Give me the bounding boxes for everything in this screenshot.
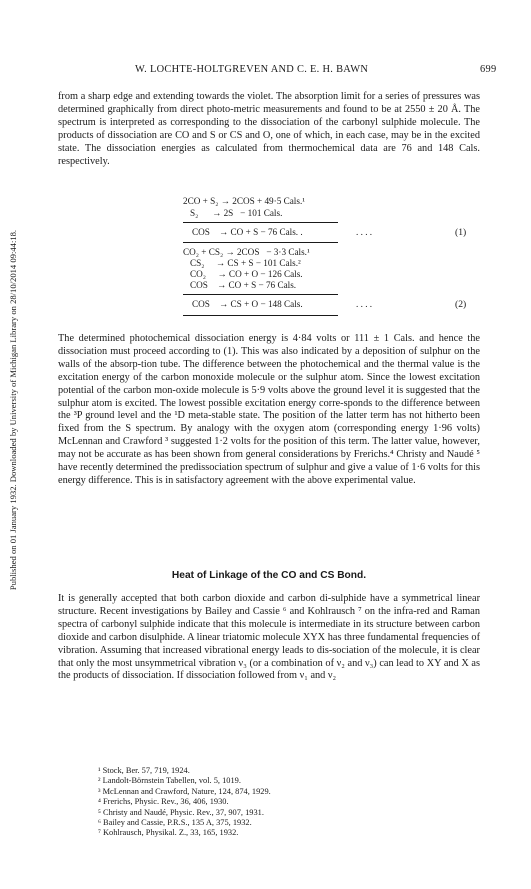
equation-b4: COS → CO + S − 76 Cals. [190,280,297,290]
footnote-7: ⁷ Kohlrausch, Physikal. Z., 33, 165, 1932. [98,828,239,838]
footnote-4: ⁴ Frerichs, Physic. Rev., 36, 406, 1930. [98,797,229,807]
equation-b5-leader: . . . . [356,299,373,309]
paragraph-linkage: It is generally accepted that both carbon dioxide and carbon di-sulphide have a symmetrical linear structure. Recent investigations by Bailey and Cassie ⁶ and Kohlrausch ⁷ on the infra-red and Raman spectra of carbonyl sulphide indicate that this molecule is intermediate in its structure between carbon dioxide and carbon disulphide. A linear triatomic molecule XYX has three fundamental frequencies of vibration. Assuming that increased vibrational energy leads to dis-sociation of the molecule, it is clear that only the most unsymmetrical vibration ν₃ (or a combination of ν₂ and ν₃) can lead to XY and X as the products of dissociation. If dissociation followed from ν₁ and ν₂ [58,593,480,682]
page-number: 699 [480,64,497,75]
equation-rule [183,222,338,223]
equation-rule [183,315,338,316]
footnote-6: ⁶ Bailey and Cassie, P.R.S., 135 A, 375, 1932. [98,818,252,828]
download-watermark [6,100,20,720]
equation-number-2: (2) [455,299,467,310]
running-header [0,64,531,80]
equation-a2: S₂ → 2S − 101 Cals. [190,208,283,218]
footnote-2: ² Landolt-Börnstein Tabellen, vol. 5, 1019. [98,776,241,786]
equation-b2: CS₂ → CS + S − 101 Cals.² [190,258,301,268]
footnotes [98,766,478,839]
equation-a1: 2CO + S₂ → 2COS + 49·5 Cals.¹ [183,196,305,206]
equation-number-1: (1) [455,227,467,238]
equation-b5: COS → CS + O − 148 Cals. [192,299,303,309]
footnote-5: ⁵ Christy and Naudé, Physic. Rev., 37, 907, 1931. [98,807,264,817]
equation-b1: CO₂ + CS₂ → 2COS − 3·3 Cals.¹ [183,247,310,257]
equation-rule [183,242,338,243]
equation-b3: CO₂ → CO + O − 126 Cals. [190,269,303,279]
paragraph-dissociation: The determined photochemical dissociation energy is 4·84 volts or 111 ± 1 Cals. and hence the dissociation must proceed according to (1). This was also indicated by a deposition of sulphur on the walls of the absorp-tion tube. The difference between the photochemical and the thermal value is the excitation energy of the carbon monoxide molecule or the sulphur atom. Since the lowest excitation potential of the carbon mon-oxide molecule is 5·9 volts above the ground level it is suggested that the sulphur atom is excited. The lowest possible excitation energy corre-sponds to the difference between the ³P ground level and the ¹D meta-stable state. The position of the latter term has not hitherto been fixed from the S spectrum. By analogy with the oxygen atom (corresponding energy 1·96 volts) McLennan and Crawford ³ suggested 1·2 volts for the position of this term. The latter value, however, may not be accurate as has been shown from general considerations by Frerichs.⁴ Christy and Naudé ⁵ have recently determined the predissociation spectrum of sulphur and give a value of 1·6 volts for this energy difference. This is in satisfactory agreement with the above experimental value. [58,333,480,486]
paragraph-absorption: from a sharp edge and extending towards the violet. The absorption limit for a series of pressures was determined graphically from direct photo-metric measurements and found to be at 2550 ± 20 Å. The spectrum is interpreted as corresponding to the dissociation of the carbonyl sulphide molecule. The products of dissociation are CO and S or CS and O, one of which, in each case, may be in the excited state. The dissociation energies as calculated from thermochemical data are 76 and 148 Cals. respectively. [58,91,480,167]
equation-a3: COS → CO + S − 76 Cals. . [192,227,303,237]
running-title: W. LOCHTE-HOLTGREVEN AND C. E. H. BAWN [135,64,369,75]
footnote-1: ¹ Stock, Ber. 57, 719, 1924. [98,766,190,775]
equation-rule [183,294,338,295]
download-note: Published on 01 January 1932. Downloaded by University of Michigan Library on 28/10/2014 09:44:18. [8,229,18,591]
footnote-3: ³ McLennan and Crawford, Nature, 124, 874, 1929. [98,786,271,796]
equation-a3-leader: . . . . [356,227,373,237]
section-heading: Heat of Linkage of the CO and CS Bond. [171,570,367,581]
